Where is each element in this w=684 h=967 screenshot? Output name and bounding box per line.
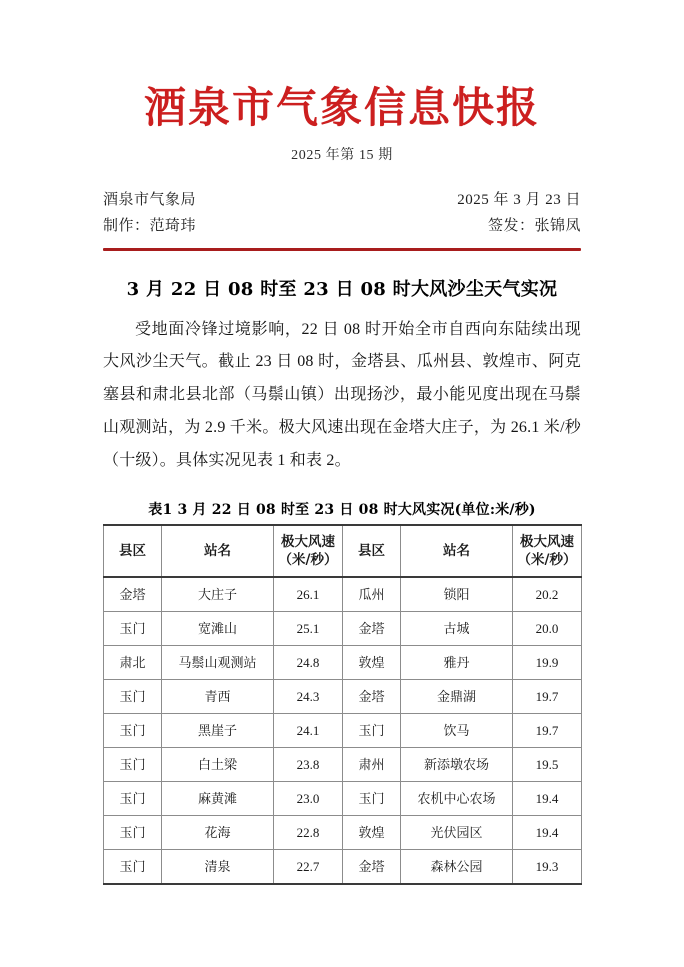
- table-row: [104, 612, 582, 646]
- cell-speed-right: 19.4: [513, 816, 582, 850]
- cell-speed-right: 20.0: [513, 612, 582, 646]
- cell-county-left: 金塔: [104, 577, 162, 612]
- cell-speed-left: 23.0: [274, 782, 343, 816]
- cell-speed-left: 24.1: [274, 714, 343, 748]
- cell-speed-left: 22.8: [274, 816, 343, 850]
- cell-county-left: 玉门: [104, 850, 162, 885]
- header-county-left: 县区: [104, 525, 162, 577]
- header-speed-right: [513, 525, 582, 577]
- table-row: [104, 714, 582, 748]
- cell-speed-left: 24.3: [274, 680, 343, 714]
- cell-speed-left: 24.8: [274, 646, 343, 680]
- issue-number: 2025 年第 15 期: [291, 148, 393, 164]
- table-caption: 表1 3 月 22 日 08 时至 23 日 08 时大风实况(单位:米/秒): [148, 502, 536, 519]
- table-row: [104, 816, 582, 850]
- header-speed-right-line1: 极大风速: [520, 534, 574, 551]
- cell-county-left: 玉门: [104, 816, 162, 850]
- cell-station-left: 麻黄滩: [162, 782, 274, 816]
- cell-county-right: 金塔: [343, 612, 401, 646]
- cell-speed-right: 19.3: [513, 850, 582, 885]
- cell-station-left: 宽滩山: [162, 612, 274, 646]
- cell-speed-right: 19.5: [513, 748, 582, 782]
- cell-county-left: 玉门: [104, 748, 162, 782]
- cell-station-left: 青西: [162, 680, 274, 714]
- cell-county-left: 玉门: [104, 680, 162, 714]
- cell-county-left: 玉门: [104, 714, 162, 748]
- table-row: [104, 680, 582, 714]
- header-speed-left-line2: （米/秒）: [278, 552, 338, 569]
- cell-station-left: 大庄子: [162, 577, 274, 612]
- cell-county-left: 玉门: [104, 612, 162, 646]
- table-row: [104, 646, 582, 680]
- header-speed-left: [274, 525, 343, 577]
- header-meta-block: [103, 165, 581, 252]
- table-head: [104, 525, 582, 577]
- cell-station-left: 清泉: [162, 850, 274, 885]
- cell-speed-right: 19.9: [513, 646, 582, 680]
- cell-county-left: 玉门: [104, 782, 162, 816]
- cell-speed-right: 19.4: [513, 782, 582, 816]
- cell-station-right: 古城: [401, 612, 513, 646]
- cell-station-left: 花海: [162, 816, 274, 850]
- cell-station-left: 白土梁: [162, 748, 274, 782]
- header-meta-row-1: [103, 187, 581, 213]
- table-row: [104, 577, 582, 612]
- article-paragraph: 受地面冷锋过境影响，22 日 08 时开始全市自西向东陆续出现大风沙尘天气。截止 23 日 08 时，金塔县、瓜州县、敦煌市、阿克塞县和肃北县北部（马鬃山镇）出现扬沙，最小能见度出现在马鬃山观测站，为 2.9 千米。极大风速出现在金塔大庄子，为 26.1 米/秒（十级）。具体实况见表 1 和表 2。: [103, 320, 581, 470]
- masthead-title: 酒泉市气象信息快报: [143, 83, 540, 132]
- wind-table-section: [103, 478, 581, 885]
- cell-county-right: 金塔: [343, 850, 401, 885]
- cell-county-left: 肃北: [104, 646, 162, 680]
- issuing-office: 酒泉市气象局: [103, 191, 197, 208]
- cell-speed-left: 26.1: [274, 577, 343, 612]
- table-body: [104, 577, 582, 884]
- cell-speed-left: 22.7: [274, 850, 343, 885]
- cell-county-right: 玉门: [343, 714, 401, 748]
- cell-station-left: 马鬃山观测站: [162, 646, 274, 680]
- issue-date: 2025 年 3 月 23 日: [457, 191, 581, 208]
- cell-speed-left: 25.1: [274, 612, 343, 646]
- table-row: [104, 748, 582, 782]
- table-row: [104, 850, 582, 885]
- cell-county-right: 瓜州: [343, 577, 401, 612]
- header-speed-left-line1: 极大风速: [281, 534, 335, 551]
- cell-station-left: 黑崖子: [162, 714, 274, 748]
- cell-county-right: 敦煌: [343, 816, 401, 850]
- header-station-right: 站名: [401, 525, 513, 577]
- cell-speed-right: 19.7: [513, 680, 582, 714]
- header-speed-right-line2: （米/秒）: [517, 552, 577, 569]
- cell-station-right: 光伏园区: [401, 816, 513, 850]
- cell-county-right: 敦煌: [343, 646, 401, 680]
- produced-by: 制作：范琦玮: [103, 218, 197, 235]
- cell-station-right: 雅丹: [401, 646, 513, 680]
- cell-station-right: 锁阳: [401, 577, 513, 612]
- cell-county-right: 玉门: [343, 782, 401, 816]
- cell-speed-right: 19.7: [513, 714, 582, 748]
- header-meta-row-2: [103, 213, 581, 239]
- header-station-left: 站名: [162, 525, 274, 577]
- cell-county-right: 金塔: [343, 680, 401, 714]
- cell-station-right: 森林公园: [401, 850, 513, 885]
- section-heading: 3 月 22 日 08 时至 23 日 08 时大风沙尘天气实况: [126, 279, 558, 301]
- signed-by: 签发：张锦凤: [487, 218, 581, 235]
- table-row: [104, 782, 582, 816]
- cell-speed-right: 20.2: [513, 577, 582, 612]
- cell-station-right: 饮马: [401, 714, 513, 748]
- cell-station-right: 新添墩农场: [401, 748, 513, 782]
- table-header-row: [104, 525, 582, 577]
- cell-county-right: 肃州: [343, 748, 401, 782]
- cell-speed-left: 23.8: [274, 748, 343, 782]
- cell-station-right: 金鼎湖: [401, 680, 513, 714]
- header-county-right: 县区: [343, 525, 401, 577]
- cell-station-right: 农机中心农场: [401, 782, 513, 816]
- wind-observation-table: [103, 524, 582, 885]
